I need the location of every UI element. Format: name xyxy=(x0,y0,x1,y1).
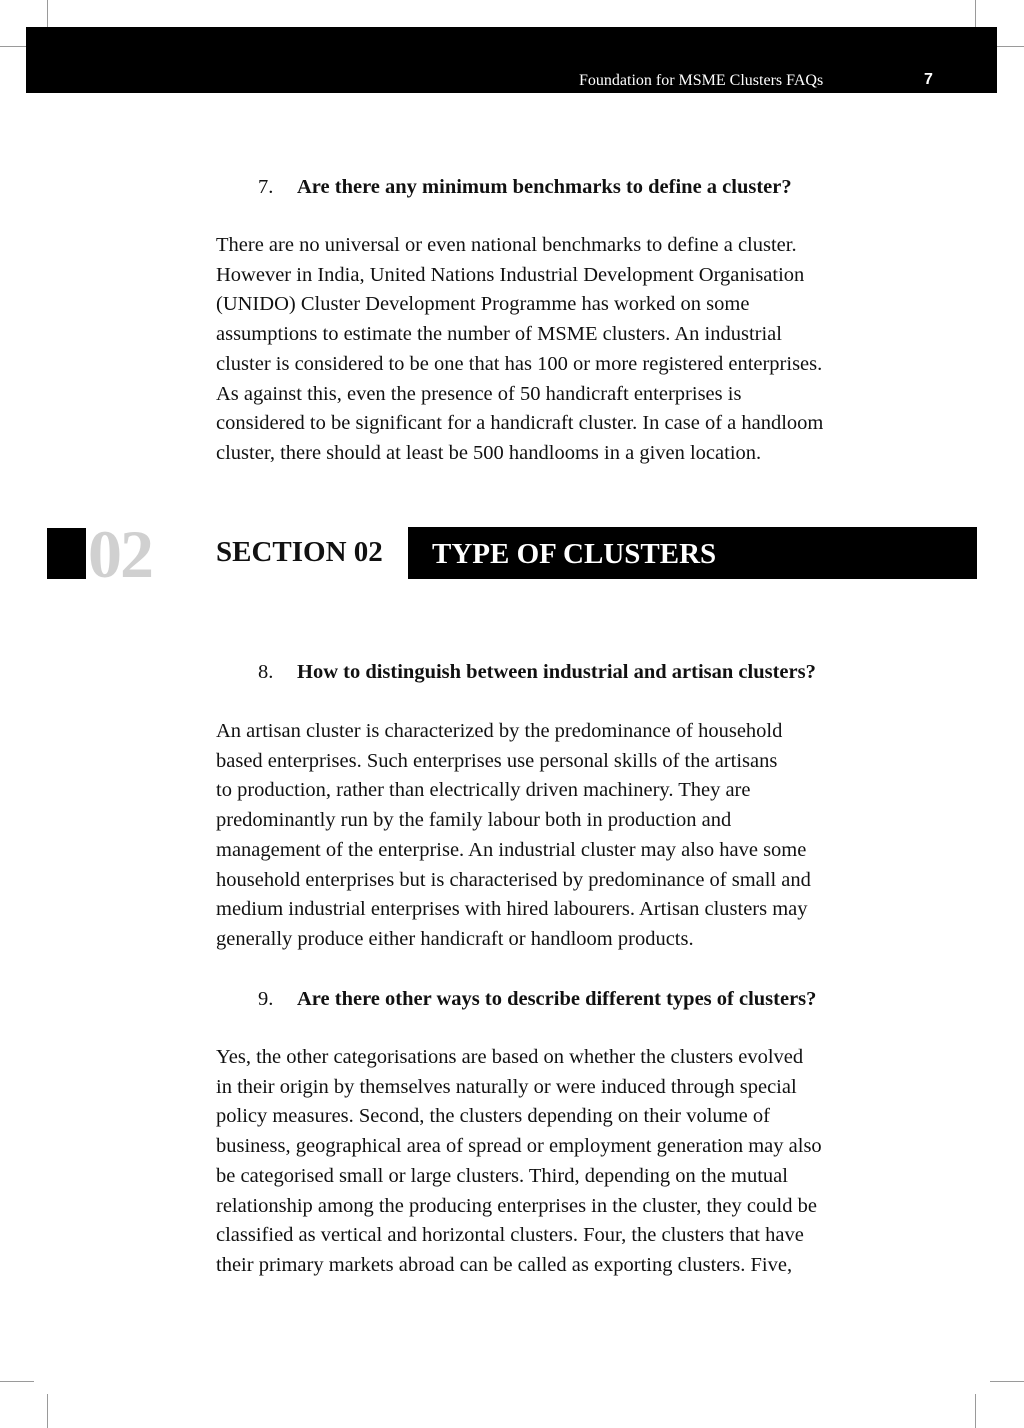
question-text: Are there other ways to describe different types of clusters? xyxy=(297,988,817,1010)
answer-8 xyxy=(216,717,956,955)
section-marker-block xyxy=(47,528,86,579)
question-text: How to distinguish between industrial and artisan clusters? xyxy=(297,661,816,683)
answer-line: assumptions to estimate the number of MSME clusters. An industrial xyxy=(216,323,782,346)
section-number-graphic: 02 xyxy=(88,516,152,592)
page-header xyxy=(26,27,997,93)
answer-7 xyxy=(216,231,956,469)
answer-line: cluster is considered to be one that has 100 or more registered enterprises. xyxy=(216,352,823,375)
crop-mark xyxy=(47,1394,48,1428)
answer-line: considered to be significant for a handicraft cluster. In case of a handloom xyxy=(216,412,824,435)
answer-line: to production, rather than electrically driven machinery. They are xyxy=(216,779,751,802)
answer-line: classified as vertical and horizontal clusters. Four, the clusters that have xyxy=(216,1224,804,1247)
answer-line: medium industrial enterprises with hired labourers. Artisan clusters may xyxy=(216,898,808,921)
header-title: Foundation for MSME Clusters FAQs xyxy=(579,72,824,89)
answer-line: (UNIDO) Cluster Development Programme has worked on some xyxy=(216,293,750,316)
answer-line: policy measures. Second, the clusters depending on their volume of xyxy=(216,1105,770,1128)
crop-mark xyxy=(990,1381,1024,1382)
answer-line: their primary markets abroad can be called as exporting clusters. Five, xyxy=(216,1253,793,1276)
answer-line: As against this, even the presence of 50 handicraft enterprises is xyxy=(216,382,742,405)
answer-line: Yes, the other categorisations are based on whether the clusters evolved xyxy=(216,1046,804,1068)
question-number: 7. xyxy=(258,176,274,198)
answer-line: in their origin by themselves naturally or were induced through special xyxy=(216,1075,797,1098)
section-title-bar xyxy=(408,527,977,579)
answer-9 xyxy=(216,1043,956,1281)
question-8 xyxy=(258,659,816,685)
question-text: Are there any minimum benchmarks to define a cluster? xyxy=(297,176,792,198)
answer-line: business, geographical area of spread or employment generation may also xyxy=(216,1135,822,1158)
question-number: 9. xyxy=(258,988,274,1010)
crop-mark xyxy=(975,1394,976,1428)
answer-line: relationship among the producing enterprises in the cluster, they could be xyxy=(216,1194,817,1217)
answer-line: management of the enterprise. An industrial cluster may also have some xyxy=(216,838,807,861)
answer-line: predominantly run by the family labour both in production and xyxy=(216,809,732,832)
answer-line: There are no universal or even national benchmarks to define a cluster. xyxy=(216,234,797,256)
answer-line: cluster, there should at least be 500 handlooms in a given location. xyxy=(216,441,762,464)
page-number: 7 xyxy=(924,71,933,88)
answer-line: An artisan cluster is characterized by the predominance of household xyxy=(216,720,783,742)
question-9 xyxy=(258,986,816,1012)
answer-line: However in India, United Nations Industrial Development Organisation xyxy=(216,263,805,286)
answer-line: generally produce either handicraft or handloom products. xyxy=(216,927,694,950)
section-title: TYPE OF CLUSTERS xyxy=(432,538,717,570)
answer-line: based enterprises. Such enterprises use personal skills of the artisans xyxy=(216,749,778,772)
answer-line: household enterprises but is characterised by predominance of small and xyxy=(216,868,811,891)
section-label: SECTION 02 xyxy=(216,536,383,568)
answer-line: be categorised small or large clusters. Third, depending on the mutual xyxy=(216,1164,788,1187)
question-7 xyxy=(258,174,792,200)
crop-mark xyxy=(0,1381,34,1382)
question-number: 8. xyxy=(258,661,274,683)
